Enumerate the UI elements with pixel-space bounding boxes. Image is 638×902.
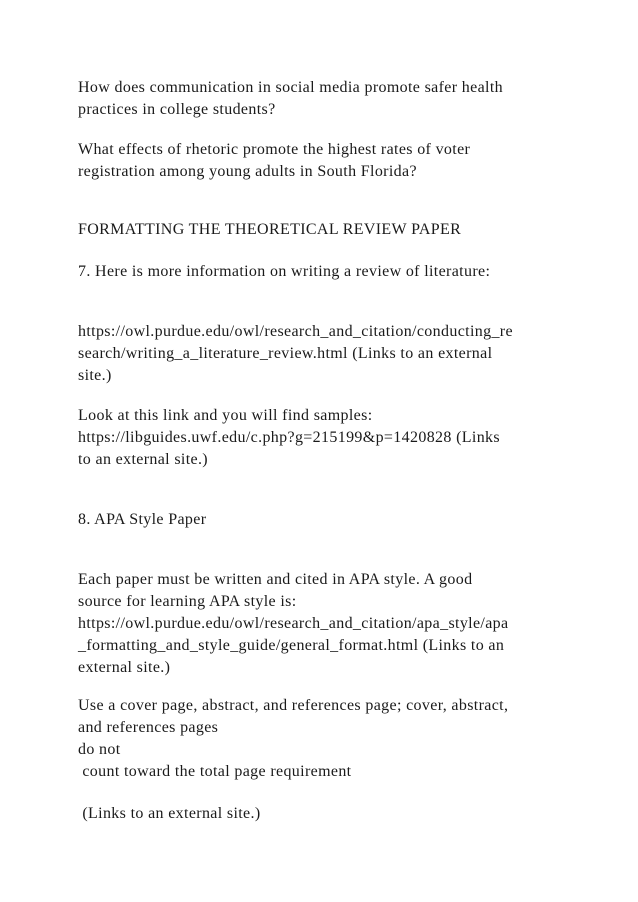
cover-page-line-2: and references pages xyxy=(78,719,219,736)
question-2-line-1: What effects of rhetoric promote the highest rates of voter xyxy=(78,141,471,158)
item-7-heading: 7. Here is more information on writing a review of literature: xyxy=(78,263,491,280)
purdue-apa-link-line-1[interactable]: https://owl.purdue.edu/owl/research_and_citation/apa_style/apa xyxy=(78,615,509,632)
question-1-line-2: practices in college students? xyxy=(78,101,276,118)
purdue-lit-review-link-line-2[interactable]: search/writing_a_literature_review.html (Links to an external xyxy=(78,345,493,362)
external-links-note[interactable]: (Links to an external site.) xyxy=(78,805,261,822)
samples-intro: Look at this link and you will find samples: xyxy=(78,407,373,424)
uwf-samples-link-line-1[interactable]: https://libguides.uwf.edu/c.php?g=215199&p=1420828 (Links xyxy=(78,429,500,446)
apa-paragraph-line-2: source for learning APA style is: xyxy=(78,593,297,610)
purdue-apa-link-line-3[interactable]: external site.) xyxy=(78,659,171,676)
purdue-lit-review-link-line-1[interactable]: https://owl.purdue.edu/owl/research_and_citation/conducting_re xyxy=(78,323,513,340)
cover-page-line-4: count toward the total page requirement xyxy=(78,763,352,780)
purdue-apa-link-line-2[interactable]: _formatting_and_style_guide/general_format.html (Links to an xyxy=(78,637,505,654)
apa-paragraph-line-1: Each paper must be written and cited in APA style. A good xyxy=(78,571,473,588)
question-1-line-1: How does communication in social media promote safer health xyxy=(78,79,503,96)
item-8-heading: 8. APA Style Paper xyxy=(78,511,207,528)
cover-page-line-1: Use a cover page, abstract, and references page; cover, abstract, xyxy=(78,697,509,714)
section-heading: FORMATTING THE THEORETICAL REVIEW PAPER xyxy=(78,221,462,238)
purdue-lit-review-link-line-3[interactable]: site.) xyxy=(78,367,112,384)
uwf-samples-link-line-2[interactable]: to an external site.) xyxy=(78,451,208,468)
question-2-line-2: registration among young adults in South Florida? xyxy=(78,163,417,180)
cover-page-line-3: do not xyxy=(78,741,121,758)
